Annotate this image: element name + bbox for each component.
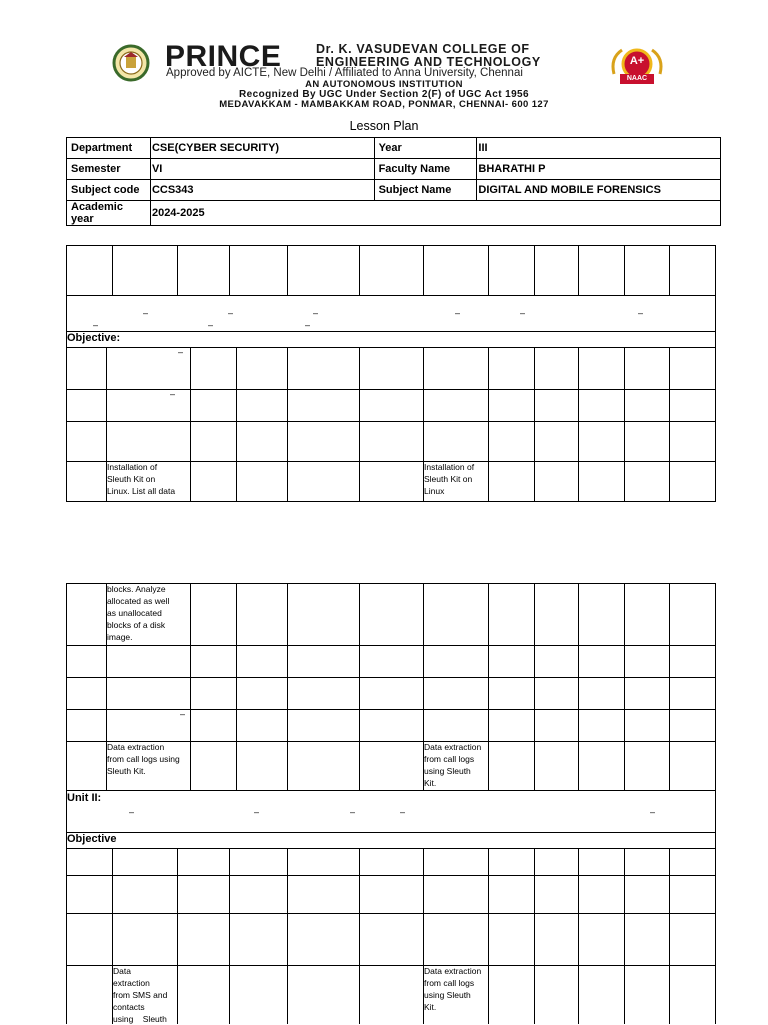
grid-line	[624, 848, 625, 1024]
grid-line	[66, 583, 67, 790]
dash-mark: –	[143, 308, 149, 318]
grid-line	[66, 347, 67, 501]
grid-line	[534, 245, 535, 295]
approval-line: Approved by AICTE, New Delhi / Affiliated to Anna University, Chennai	[166, 67, 523, 79]
grid-line	[359, 583, 360, 790]
subject-name-value: DIGITAL AND MOBILE FORENSICS	[477, 180, 721, 201]
grid-line	[66, 848, 67, 1024]
grid-line	[66, 245, 67, 295]
lab-cell-text: Data extraction from call logs using Sleuth Kit.	[424, 742, 482, 788]
lab-cell-text: Installation of Sleuth Kit on Linux. List all data	[107, 462, 176, 496]
semester-value: VI	[150, 159, 374, 180]
grid-line	[715, 790, 716, 848]
grid-line	[669, 848, 670, 1024]
grid-line	[578, 583, 579, 790]
semester-label: Semester	[67, 159, 151, 180]
dash-mark: –	[400, 807, 406, 817]
grid-line	[287, 583, 288, 790]
dash-mark: –	[650, 807, 656, 817]
grid-line	[287, 347, 288, 501]
lab-cell-text: Data extraction from call logs using Sleuth Kit.	[424, 966, 482, 1012]
grid-line	[66, 790, 716, 791]
grid-line	[190, 583, 191, 790]
subject-code-label: Subject code	[67, 180, 151, 201]
department-label: Department	[67, 138, 151, 159]
grid-line	[488, 583, 489, 790]
grid-line	[66, 389, 716, 390]
grid-line	[66, 913, 716, 914]
lab-cell-text: Data extraction from SMS and contacts using Sleuth	[113, 966, 168, 1024]
college-name-line2: ENGINEERING AND TECHNOLOGY	[316, 55, 541, 69]
dash-mark: –	[313, 308, 319, 318]
grid-line	[66, 421, 716, 422]
grid-line	[236, 583, 237, 790]
unit-label: Unit II:	[67, 792, 102, 804]
objective-label: Objective	[67, 833, 117, 845]
grid-line	[715, 245, 716, 295]
dash-mark: –	[350, 807, 356, 817]
lab-cell-text: blocks. Analyze allocated as well as unallocated blocks of a disk image.	[107, 584, 170, 642]
grid-line	[66, 848, 716, 849]
grid-line	[624, 245, 625, 295]
dash-mark: –	[170, 389, 176, 399]
dash-mark: –	[455, 308, 461, 318]
grid-line	[715, 295, 716, 347]
subject-code-value: CCS343	[150, 180, 374, 201]
grid-line	[66, 832, 716, 833]
grid-line	[534, 583, 535, 790]
dash-mark: –	[178, 347, 184, 357]
grid-line	[66, 501, 716, 502]
grid-line	[488, 347, 489, 501]
faculty-value: BHARATHI P	[477, 159, 721, 180]
academic-year-value: 2024-2025	[150, 201, 720, 226]
year-value: III	[477, 138, 721, 159]
grid-line	[488, 245, 489, 295]
college-name-line1: Dr. K. VASUDEVAN COLLEGE OF	[316, 42, 530, 56]
grid-line	[578, 347, 579, 501]
dash-mark: –	[520, 308, 526, 318]
lab-cell-text: Installation of Sleuth Kit on Linux	[424, 462, 475, 496]
grid-line	[624, 583, 625, 790]
grid-line	[669, 347, 670, 501]
autonomous-line: AN AUTONOMOUS INSTITUTION	[305, 79, 463, 90]
objective-label: Objective:	[67, 332, 121, 344]
grid-line	[66, 331, 716, 332]
grid-line	[236, 347, 237, 501]
ugc-line: Recognized By UGC Under Section 2(F) of UGC Act 1956	[239, 89, 529, 100]
grid-line	[66, 295, 716, 296]
dash-mark: –	[129, 807, 135, 817]
naac-grade: A+	[629, 55, 645, 67]
department-value: CSE(CYBER SECURITY)	[150, 138, 374, 159]
dash-mark: –	[180, 709, 186, 719]
grid-line	[287, 848, 288, 1024]
naac-label: NAAC	[626, 75, 648, 82]
dash-mark: –	[305, 320, 311, 330]
grid-line	[359, 848, 360, 1024]
grid-line	[190, 347, 191, 501]
lab-cell-text: Data extraction from call logs using Sleuth Kit.	[107, 742, 180, 776]
dash-mark: –	[93, 320, 99, 330]
grid-line	[578, 245, 579, 295]
grid-line	[66, 677, 716, 678]
address-line: MEDAVAKKAM - MAMBAKKAM ROAD, PONMAR, CHENNAI- 600 127	[219, 99, 549, 110]
page-title: Lesson Plan	[349, 119, 419, 133]
grid-line	[624, 347, 625, 501]
grid-line	[488, 848, 489, 1024]
dash-mark: –	[638, 308, 644, 318]
grid-line	[66, 645, 716, 646]
grid-line	[534, 848, 535, 1024]
subject-name-label: Subject Name	[374, 180, 477, 201]
grid-line	[715, 848, 716, 1024]
grid-line	[66, 875, 716, 876]
grid-line	[177, 848, 178, 1024]
grid-line	[669, 583, 670, 790]
grid-line	[715, 583, 716, 790]
grid-line	[177, 245, 178, 295]
dash-mark: –	[228, 308, 234, 318]
grid-line	[534, 347, 535, 501]
dash-mark: –	[254, 807, 260, 817]
grid-line	[359, 245, 360, 295]
grid-line	[66, 245, 716, 246]
grid-line	[578, 848, 579, 1024]
academic-year-label: Academic year	[67, 201, 151, 226]
grid-line	[715, 347, 716, 501]
dash-mark: –	[208, 320, 214, 330]
faculty-label: Faculty Name	[374, 159, 477, 180]
grid-line	[112, 245, 113, 295]
grid-line	[229, 245, 230, 295]
grid-line	[66, 709, 716, 710]
grid-line	[359, 347, 360, 501]
brand-name: PRINCE	[165, 40, 282, 73]
year-label: Year	[374, 138, 477, 159]
grid-line	[669, 245, 670, 295]
grid-line	[66, 347, 716, 348]
grid-line	[287, 245, 288, 295]
grid-line	[229, 848, 230, 1024]
grid-line	[423, 245, 424, 295]
